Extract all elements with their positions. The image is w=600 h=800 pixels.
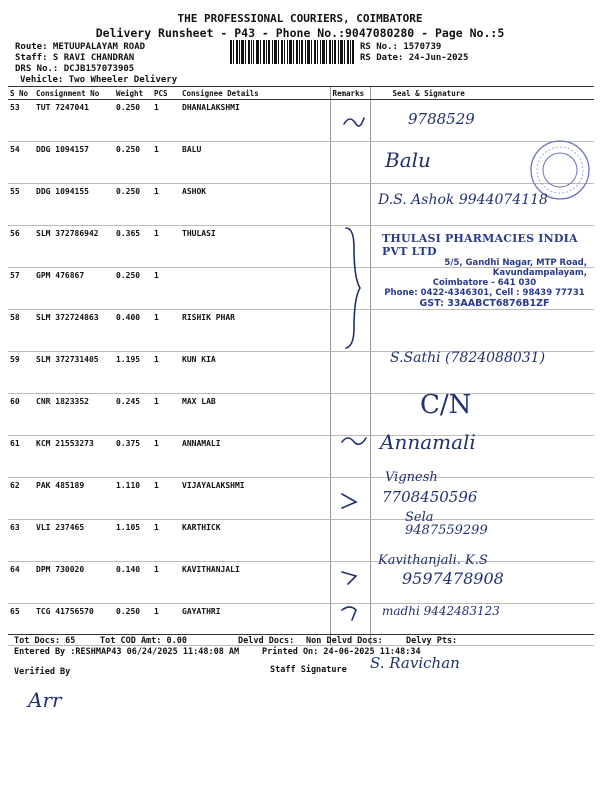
cell-sno: 59 xyxy=(8,352,34,394)
signature-row-60: C/N xyxy=(420,390,472,420)
pharmacy-stamp xyxy=(382,232,587,332)
cell-consignment: SLM 372724863 xyxy=(34,310,114,352)
signature-row-55: D.S. Ashok 9944074118 xyxy=(378,192,548,208)
cell-consignment: DDG 1094155 xyxy=(34,184,114,226)
cell-consignee: KAVITHANJALI xyxy=(180,562,330,604)
cell-weight: 0.250 xyxy=(114,100,152,142)
stamp-gst: GST: 33AABCT6876B1ZF xyxy=(419,298,550,309)
cell-consignee: KUN KIA xyxy=(180,352,330,394)
cell-pcs: 1 xyxy=(152,226,180,268)
remark-alpha-icon xyxy=(342,438,366,444)
cell-consignment: SLM 372731405 xyxy=(34,352,114,394)
cell-consignee: ASHOK xyxy=(180,184,330,226)
cell-weight: 0.375 xyxy=(114,436,152,478)
remark-brace-icon xyxy=(346,228,360,348)
signature-row-62-phone: 7708450596 xyxy=(382,488,478,506)
route-label: Route: METUUPALAYAM ROAD xyxy=(15,42,146,52)
table-row xyxy=(8,436,594,478)
runsheet-table xyxy=(8,86,594,646)
cell-weight: 1.110 xyxy=(114,478,152,520)
col-sno: S No xyxy=(8,87,34,100)
delivered-docs: Delvd Docs: xyxy=(238,636,295,646)
cell-consignment: VLI 237465 xyxy=(34,520,114,562)
signature-row-61: Annamali xyxy=(380,430,476,454)
cell-sno: 63 xyxy=(8,520,34,562)
cell-sno: 54 xyxy=(8,142,34,184)
drs-number: DRS No.: DCJB157073905 xyxy=(15,64,135,74)
cell-consignee: DHANALAKSHMI xyxy=(180,100,330,142)
cell-consignment: DDG 1094157 xyxy=(34,142,114,184)
cell-consignment: TCG 41756570 xyxy=(34,604,114,646)
col-pcs: PCS xyxy=(152,87,180,100)
signature-row-54: Balu xyxy=(385,148,431,172)
remark-tick-icon xyxy=(342,607,356,620)
cell-sno: 61 xyxy=(8,436,34,478)
company-title: THE PROFESSIONAL COURIERS, COIMBATORE xyxy=(177,12,423,25)
cell-consignee: VIJAYALAKSHMI xyxy=(180,478,330,520)
cell-pcs: 1 xyxy=(152,352,180,394)
cell-consignment: GPM 476867 xyxy=(34,268,114,310)
cell-sno: 60 xyxy=(8,394,34,436)
cell-consignee: MAX LAB xyxy=(180,394,330,436)
table-row xyxy=(8,478,594,520)
table-row xyxy=(8,142,594,184)
runsheet-title: Delivery Runsheet - P43 - Phone No.:9047080280 - Page No.:5 xyxy=(95,26,505,40)
stamp-city: Coimbatore - 641 030 xyxy=(432,278,537,288)
col-consignment: Consignment No xyxy=(34,87,114,100)
col-weight: Weight xyxy=(114,87,152,100)
table-header-row xyxy=(8,87,594,100)
cell-pcs: 1 xyxy=(152,184,180,226)
verified-by-label: Verified By xyxy=(14,667,71,677)
cell-pcs: 1 xyxy=(152,478,180,520)
cell-weight: 0.400 xyxy=(114,310,152,352)
barcode xyxy=(230,40,354,64)
table-row xyxy=(8,562,594,604)
cell-signature xyxy=(370,100,594,142)
staff-signature: S. Ravichan xyxy=(370,654,460,672)
signature-row-64-phone: 9597478908 xyxy=(402,569,504,588)
cell-sno: 64 xyxy=(8,562,34,604)
cell-sno: 53 xyxy=(8,100,34,142)
stamp-address-2: Kavundampalayam, xyxy=(492,268,587,278)
printed-on: Printed On: 24-06-2025 11:48:34 xyxy=(262,647,421,657)
cell-weight: 0.245 xyxy=(114,394,152,436)
signature-row-53: 9788529 xyxy=(408,110,475,128)
cell-sno: 58 xyxy=(8,310,34,352)
cell-consignment: SLM 372786942 xyxy=(34,226,114,268)
cell-weight: 1.105 xyxy=(114,520,152,562)
cell-pcs: 1 xyxy=(152,142,180,184)
signature-row-64-name: Kavithanjali. K.S xyxy=(378,553,488,568)
cell-sno: 56 xyxy=(8,226,34,268)
cell-consignment: CNR 1823352 xyxy=(34,394,114,436)
cell-consignee: THULASI xyxy=(180,226,330,268)
table-row xyxy=(8,604,594,646)
rs-date: RS Date: 24-Jun-2025 xyxy=(360,53,469,63)
cell-pcs: 1 xyxy=(152,562,180,604)
cell-pcs: 1 xyxy=(152,604,180,646)
entered-by: Entered By :RESHMAP43 06/24/2025 11:48:08 AM xyxy=(14,647,240,657)
vehicle-label: Vehicle: Two Wheeler Delivery xyxy=(20,75,178,85)
cell-pcs: 1 xyxy=(152,310,180,352)
cell-weight: 0.365 xyxy=(114,226,152,268)
cell-pcs: 1 xyxy=(152,100,180,142)
remark-alpha-icon xyxy=(344,118,364,126)
cell-consignee: BALU xyxy=(180,142,330,184)
remark-tick-icon xyxy=(342,494,356,508)
table-row xyxy=(8,394,594,436)
cell-consignment: DPM 730020 xyxy=(34,562,114,604)
table-row xyxy=(8,520,594,562)
cell-consignee: GAYATHRI xyxy=(180,604,330,646)
cell-weight: 1.195 xyxy=(114,352,152,394)
cell-consignee: KARTHICK xyxy=(180,520,330,562)
cell-sno: 55 xyxy=(8,184,34,226)
rs-number: RS No.: 1570739 xyxy=(360,42,442,52)
staff-label: Staff: S RAVI CHANDRAN xyxy=(15,53,135,63)
cell-consignment: TUT 7247041 xyxy=(34,100,114,142)
signature-row-65: madhi 9442483123 xyxy=(382,604,500,618)
total-cod: Tot COD Amt: 0.00 xyxy=(100,636,187,646)
verified-signature: Arr xyxy=(28,688,62,712)
remark-tick-icon xyxy=(342,572,356,584)
staff-signature-label: Staff Signature xyxy=(270,665,347,675)
cell-pcs: 1 xyxy=(152,394,180,436)
cell-consignee: ANNAMALI xyxy=(180,436,330,478)
cell-pcs: 1 xyxy=(152,436,180,478)
cell-consignment: PAK 485189 xyxy=(34,478,114,520)
cell-weight: 0.250 xyxy=(114,604,152,646)
non-delivered-docs: Non Delvd Docs: xyxy=(306,636,383,646)
cell-pcs: 1 xyxy=(152,520,180,562)
cell-weight: 0.250 xyxy=(114,268,152,310)
cell-consignee xyxy=(180,268,330,310)
col-remarks: Remarks xyxy=(330,87,370,100)
cell-consignment: KCM 21553273 xyxy=(34,436,114,478)
total-docs: Tot Docs: 65 xyxy=(14,636,76,646)
stamp-company: THULASI PHARMACIES INDIA PVT LTD xyxy=(382,232,578,258)
signature-row-59: S.Sathi (7824088031) xyxy=(390,350,546,366)
table-row xyxy=(8,100,594,142)
delivery-points: Delvy Pts: xyxy=(406,636,458,646)
cell-sno: 65 xyxy=(8,604,34,646)
cell-weight: 0.250 xyxy=(114,142,152,184)
cell-weight: 0.140 xyxy=(114,562,152,604)
footer-divider xyxy=(8,634,594,635)
stamp-address-1: 5/5, Gandhi Nagar, MTP Road, xyxy=(444,258,587,268)
col-consignee: Consignee Details xyxy=(180,87,330,100)
cell-consignee: RISHIK PHAR xyxy=(180,310,330,352)
col-signature: Seal & Signature xyxy=(370,87,594,100)
cell-pcs: 1 xyxy=(152,268,180,310)
signature-row-63-phone: 9487559299 xyxy=(405,523,488,538)
stamp-phone: Phone: 0422-4346301, Cell : 98439 77731 xyxy=(384,288,585,298)
signature-row-63-name: Sela xyxy=(405,510,434,525)
cell-weight: 0.250 xyxy=(114,184,152,226)
cell-sno: 57 xyxy=(8,268,34,310)
signature-row-62-name: Vignesh xyxy=(385,470,438,485)
cell-sno: 62 xyxy=(8,478,34,520)
